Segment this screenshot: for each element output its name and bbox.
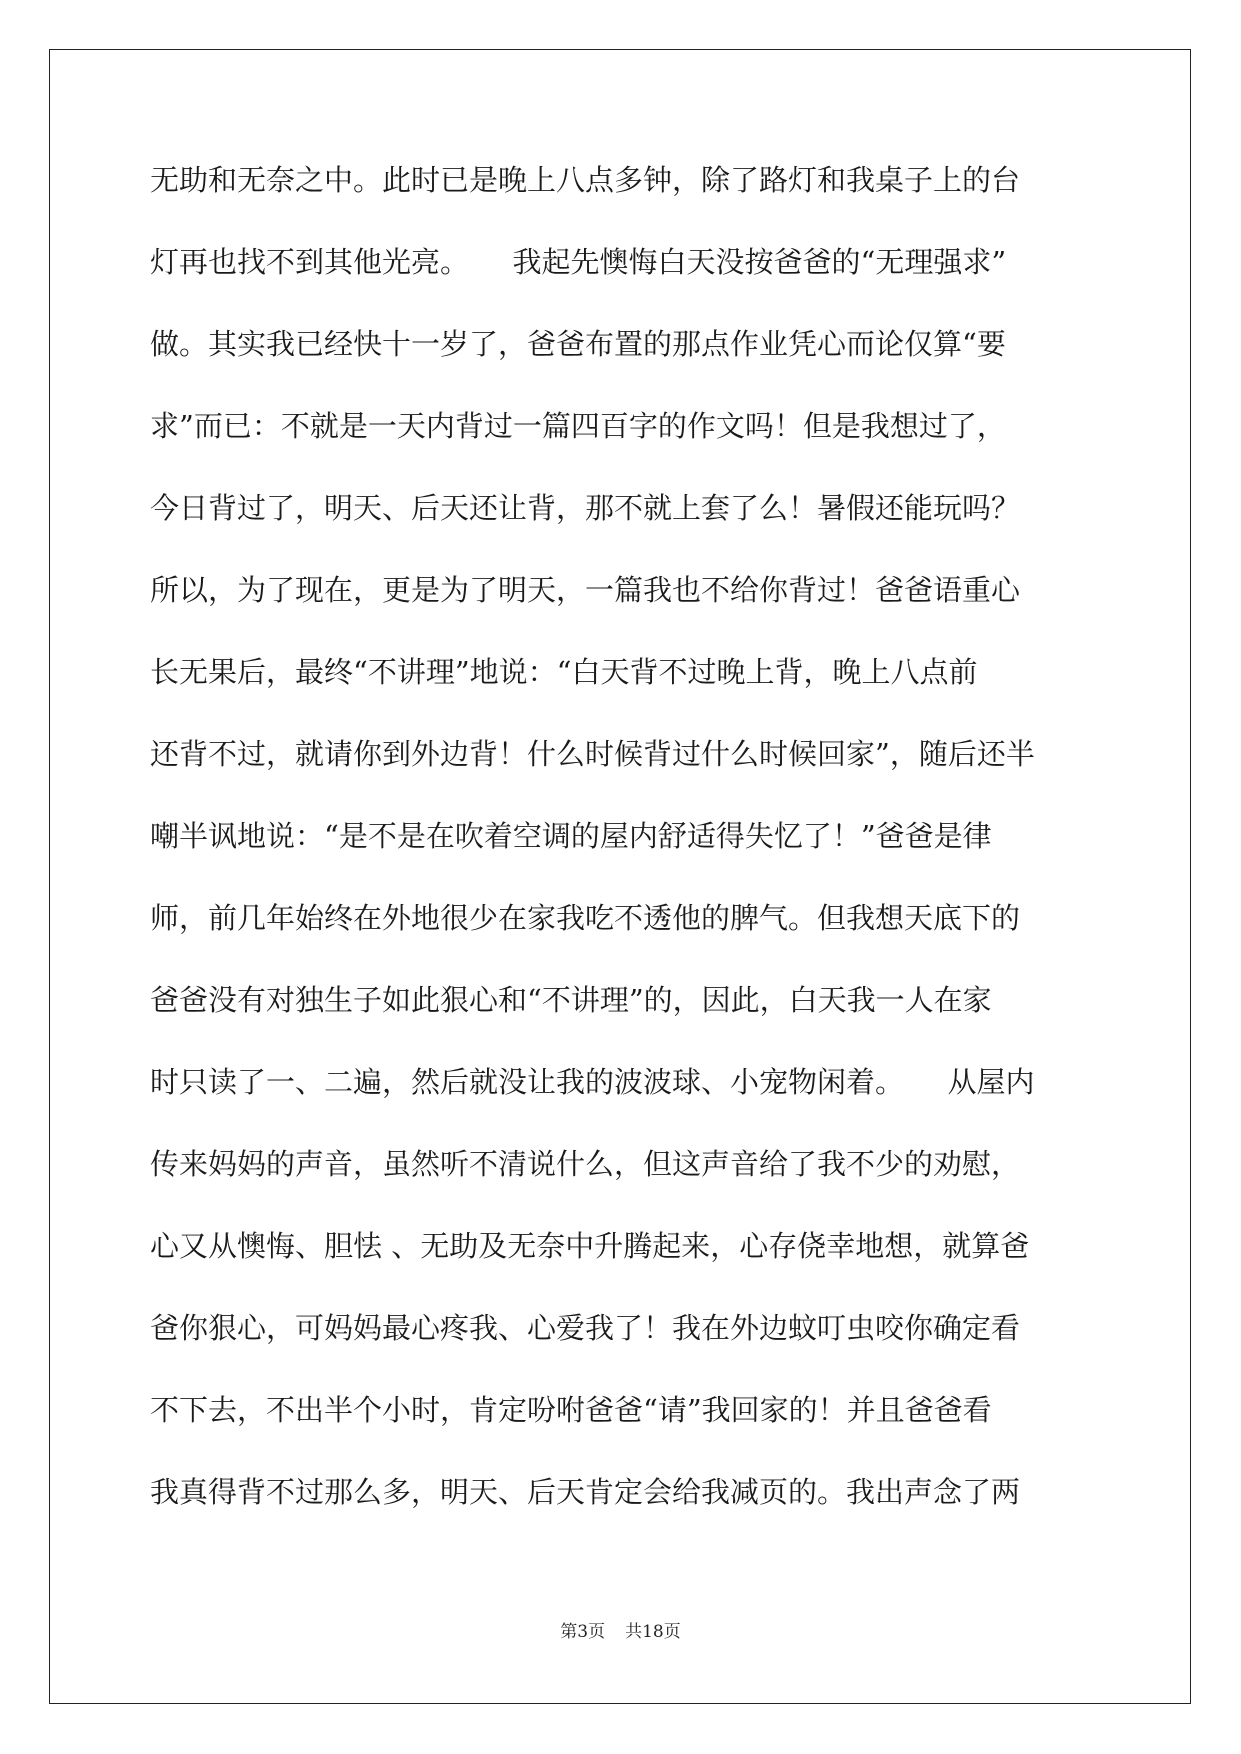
text-line: 长无果后，最终“不讲理”地说：“白天背不过晚上背，晚上八点前 <box>150 655 978 689</box>
text-line: 无助和无奈之中。此时已是晚上八点多钟，除了路灯和我桌子上的台 <box>150 163 1021 197</box>
text-line: 求”而已：不就是一天内背过一篇四百字的作文吗！但是我想过了， <box>150 409 1006 443</box>
text-line: 爸爸没有对独生子如此狠心和“不讲理”的，因此，白天我一人在家 <box>150 983 992 1017</box>
text-line: 所以，为了现在，更是为了明天，一篇我也不给你背过！爸爸语重心 <box>150 573 1021 607</box>
text-line: 爸你狠心，可妈妈最心疼我、心爱我了！我在外边蚊叮虫咬你确定看 <box>150 1311 1021 1345</box>
body-text <box>150 155 1090 1549</box>
text-line: 心又从懊悔、胆怯 、无助及无奈中升腾起来，心存侥幸地想，就算爸 <box>150 1229 1030 1263</box>
text-line: 还背不过，就请你到外边背！什么时候背过什么时候回家”，随后还半 <box>150 737 1035 771</box>
text-line: 传来妈妈的声音，虽然听不清说什么，但这声音给了我不少的劝慰， <box>150 1147 1021 1181</box>
page-footer <box>0 1620 1241 1644</box>
text-line: 师，前几年始终在外地很少在家我吃不透他的脾气。但我想天底下的 <box>150 901 1021 935</box>
text-line: 做。其实我已经快十一岁了，爸爸布置的那点作业凭心而论仅算“要 <box>150 327 1006 361</box>
text-line: 时只读了一、二遍，然后就没让我的波波球、小宠物闲着。 从屋内 <box>150 1065 1035 1099</box>
text-line: 灯再也找不到其他光亮。 我起先懊悔白天没按爸爸的“无理强求” <box>150 245 1007 279</box>
text-line: 嘲半讽地说：“是不是在吹着空调的屋内舒适得失忆了！”爸爸是律 <box>150 819 992 853</box>
text-line: 今日背过了，明天、后天还让背，那不就上套了么！暑假还能玩吗？ <box>150 491 1021 525</box>
page-number: 第3页 <box>560 1622 606 1642</box>
page-total: 共18页 <box>625 1622 681 1642</box>
text-line: 不下去，不出半个小时，肯定吩咐爸爸“请”我回家的！并且爸爸看 <box>150 1393 992 1427</box>
text-line: 我真得背不过那么多，明天、后天肯定会给我减页的。我出声念了两 <box>150 1475 1021 1509</box>
